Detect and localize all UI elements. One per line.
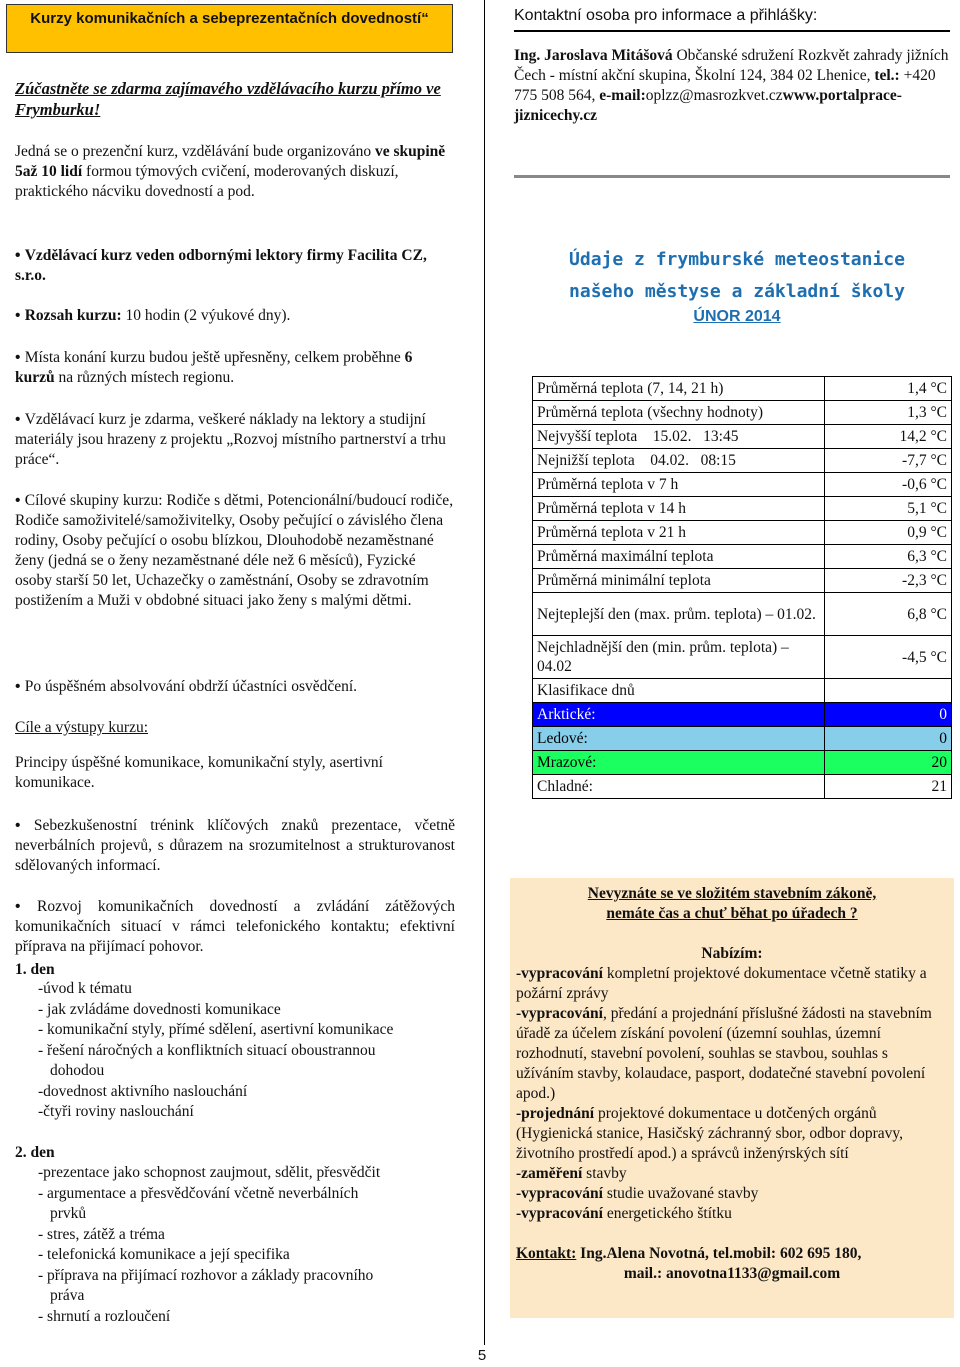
bullet-free: • Vzdělávací kurz je zdarma, veškeré náklady na lektory a studijní materiály jsou hrazeny z projektu „Rozvoj místního partnerství a trhu práce“.	[15, 410, 455, 470]
advert-email[interactable]: mail.: anovotna1133@gmail.com	[623, 1265, 841, 1282]
intro-heading: Zúčastněte se zdarma zajímavého vzdělávacího kurzu přímo ve Frymburku!	[15, 79, 441, 119]
group-size: ve skupině 5až 10 lidí	[15, 143, 446, 180]
list-item: dohodou	[50, 1062, 105, 1079]
intro-paragraph: Jedná se o prezenční kurz, vzdělávání bude organizováno ve skupině 5až 10 lidí formou týmových cvičení, moderovaných diskuzí, praktického nácviku dovedností a pod.	[15, 143, 446, 200]
list-item: -vypracování energetického štítku	[516, 1205, 732, 1222]
bullet-target-groups: • Cílové skupiny kurzu: Rodiče s dětmi, Potencionální/budoucí rodiče, Rodiče samoživitelé/samoživitelky, Osoby pečující o závislého člena rodiny, Osoby pečující o osobu blízkou, Dlouhodobě nezaměstnané ženy (jedná se o ženy nezaměstnané déle než 6 měsíců), Fyzické osoby starší 50 let, Uchazečky o zaměstnání, Osoby se zdravotním postižením a Muži v obdobné situaci jako ženy s malými dětmi.	[15, 491, 455, 611]
table-row-frost: Mrazové: 20	[533, 751, 952, 775]
table-row-ice: Ledové: 0	[533, 727, 952, 751]
table-row: Nejchladnější den (min. prům. teplota) – 04.02 -4,5 °C	[533, 636, 952, 679]
list-item: -úvod k tématu	[38, 980, 132, 997]
table-row: Průměrná teplota v 21 h 0,9 °C	[533, 521, 952, 545]
day2-list	[38, 1163, 458, 1327]
table-row: Průměrná teplota (všechny hodnoty) 1,3 °C	[533, 401, 952, 425]
list-item: - komunikační styly, přímé sdělení, asertivní komunikace	[38, 1021, 394, 1038]
list-item: - příprava na přijímací rozhovor a základy pracovního	[38, 1266, 374, 1284]
column-divider	[484, 0, 485, 1345]
bullet-certificate: • Po úspěšném absolvování obdrží účastníci osvědčení.	[15, 677, 455, 697]
table-row: Průměrná teplota v 14 h 5,1 °C	[533, 497, 952, 521]
table-row: Klasifikace dnů	[533, 679, 952, 703]
day1-label: 1. den	[15, 961, 55, 978]
goals-text: Principy úspěšné komunikace, komunikační styly, asertivní komunikace.	[15, 754, 383, 791]
list-item: - řešení náročných a konfliktních situací oboustrannou	[38, 1041, 376, 1059]
list-item: -vypracování kompletní projektové dokumentace včetně statiky a požární zprávy	[516, 965, 927, 1002]
table-row: Průměrná teplota (7, 14, 21 h) 1,4 °C	[533, 377, 952, 401]
goals-heading: Cíle a výstupy kurzu:	[15, 719, 149, 736]
meteo-month: ÚNOR 2014	[693, 308, 781, 325]
table-row-arctic: Arktické: 0	[533, 703, 952, 727]
list-item: - jak zvládáme dovednosti komunikace	[38, 1000, 281, 1018]
list-item: -čtyři roviny naslouchání	[38, 1103, 194, 1120]
contact-web[interactable]: www.portalprace-jiznicechy.cz	[514, 87, 902, 124]
list-item: - telefonická komunikace a její specifika	[38, 1246, 290, 1263]
table-row: Nejvyšší teplota 15.02. 13:45 14,2 °C	[533, 425, 952, 449]
advert-title-2: nemáte čas a chuť běhat po úřadech ?	[606, 905, 858, 922]
bullet-development: • Rozvoj komunikačních dovedností a zvládání zátěžových komunikačních situací v rámci telefonického kontaktu; efektivní příprava na přijímací pohovor.	[15, 897, 455, 957]
table-row-cold: Chladné: 21	[533, 775, 952, 799]
list-item: -prezentace jako schopnost zaujmout, sdělit, přesvědčit	[38, 1164, 381, 1181]
table-row: Průměrná minimální teplota -2,3 °C	[533, 569, 952, 593]
list-item: - stres, zátěž a tréma	[38, 1225, 165, 1243]
list-item: -zaměření stavby	[516, 1165, 627, 1182]
page-number: 5	[477, 1347, 487, 1364]
table-row: Nejnižší teplota 04.02. 08:15 -7,7 °C	[533, 449, 952, 473]
contact-email[interactable]: oplzz@masrozkvet.cz	[645, 87, 783, 104]
contact-underline	[514, 30, 950, 32]
contact-name: Ing. Jaroslava Mitášová	[514, 47, 673, 64]
list-item: práva	[50, 1287, 85, 1304]
contact-block: Ing. Jaroslava Mitášová Občanské sdružení Rozkvět zahrady jižních Čech - místní akční skupina, Školní 124, 384 02 Lhenice, tel.: +420 775 508 564, e-mail:oplzz@masrozkvet.czwww.portalprace-jiznicechy.cz	[514, 47, 949, 124]
bullet-lecturers: • Vzdělávací kurz veden odbornými lektory firmy Facilita CZ, s.r.o.	[15, 246, 455, 286]
meteo-title: Údaje z frymburské meteostanice našeho městyse a základní školy	[569, 249, 905, 302]
day2-label: 2. den	[15, 1144, 55, 1161]
contact-phone: +420 775 508 564,	[514, 67, 936, 104]
table-row: Nejteplejší den (max. prům. teplota) – 01.02. 6,8 °C	[533, 593, 952, 636]
advert-title-1: Nevyznáte se ve složitém stavebním zákoně,	[587, 885, 877, 902]
course-title: Kurzy komunikačních a sebeprezentačních dovedností“	[30, 10, 429, 27]
table-row: Průměrná maximální teplota 6,3 °C	[533, 545, 952, 569]
table-row: Průměrná teplota v 7 h -0,6 °C	[533, 473, 952, 497]
contact-heading: Kontaktní osoba pro informace a přihlášky:	[514, 7, 818, 24]
list-item: - shrnutí a rozloučení	[38, 1307, 171, 1325]
list-item: -vypracování, předání a projednání příslušné žádosti na stavebním úřadě za účelem získání povolení (územní souhlas, územní rozhodnutí, stavební povolení, souhlas se stavbou, souhlas s užíváním stavby, kolaudace, pasport, dodatečné stavební povolení apod.)	[516, 1005, 932, 1102]
list-item: prvků	[50, 1205, 87, 1222]
list-item: -dovednost aktivního naslouchání	[38, 1082, 248, 1100]
list-item: -projednání projektové dokumentace u dotčených orgánů (Hygienická stanice, Hasičský záchranný sbor, odbor dopravy, životního prostředí apod.) a správců inženýrských sítí	[516, 1105, 904, 1162]
bullet-scope: • Rozsah kurzu: 10 hodin (2 výukové dny).	[15, 306, 455, 326]
bullet-locations: • Místa konání kurzu budou ještě upřesněny, celkem proběhne 6 kurzů na různých místech regionu.	[15, 348, 455, 388]
advert-box	[510, 878, 954, 1318]
section-separator	[514, 175, 950, 178]
list-item: - argumentace a přesvědčování včetně neverbálních	[38, 1184, 359, 1202]
bullet-training: • Sebezkušenostní trénink klíčových znaků prezentace, včetně neverbálních projevů, s důrazem na srozumitelnost a strukturovanost sdělovaných informací.	[15, 816, 455, 876]
advert-contact: Kontakt: Ing.Alena Novotná, tel.mobil: 602 695 180,	[516, 1245, 862, 1262]
course-title-box	[6, 4, 453, 53]
meteo-table	[532, 376, 952, 799]
day1-list	[38, 979, 458, 1123]
advert-offer: Nabízím:	[701, 945, 763, 962]
list-item: -vypracování studie uvažované stavby	[516, 1185, 759, 1202]
